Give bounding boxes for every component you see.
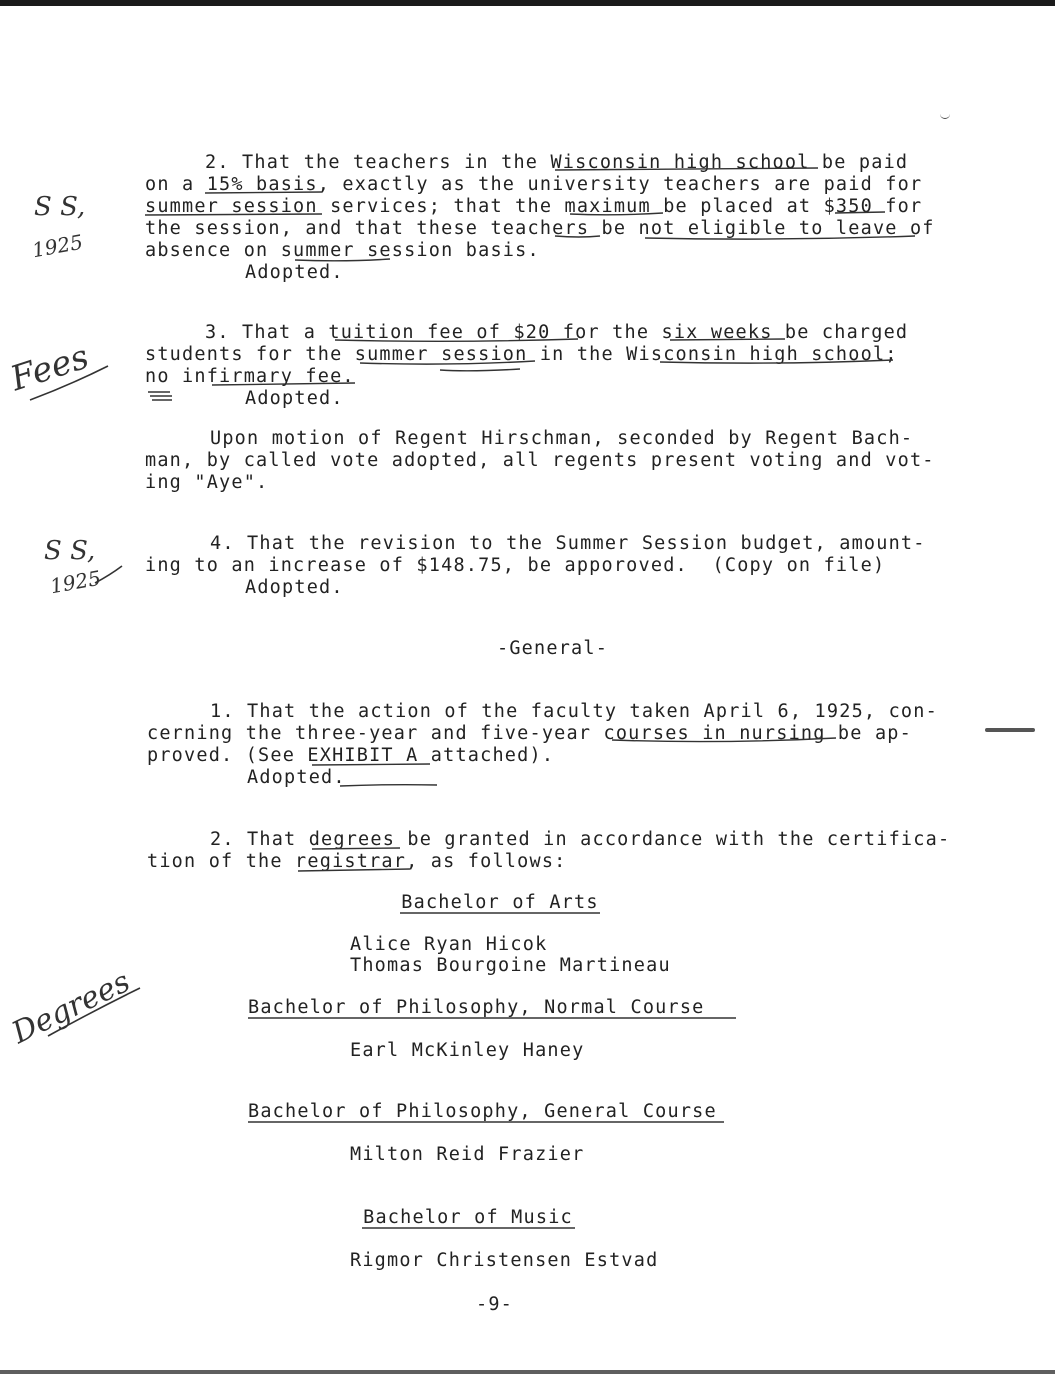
motion-line2: man, by called vote adopted, all regents present voting and vot- bbox=[145, 450, 935, 471]
underline-revision bbox=[440, 369, 520, 371]
margin-note-degrees: Degrees bbox=[6, 964, 136, 1051]
hash-mark bbox=[148, 392, 172, 400]
general2-line1: 2. That degrees be granted in accordance with the certifica- bbox=[210, 829, 951, 850]
item4-line1: 4. That the revision to the Summer Session budget, amount- bbox=[210, 533, 926, 554]
margin-note-fees: Fees bbox=[5, 336, 94, 400]
degree-heading-arts: Bachelor of Arts bbox=[401, 892, 599, 913]
item2-adopted: Adopted. bbox=[245, 262, 344, 283]
item4-adopted: Adopted. bbox=[245, 577, 344, 598]
item2-line1: 2. That the teachers in the Wisconsin high school be paid bbox=[205, 152, 909, 173]
graduate-name: Thomas Bourgoine Martineau bbox=[350, 955, 671, 976]
general2-line2: tion of the registrar, as follows: bbox=[147, 851, 567, 872]
graduate-name: Rigmor Christensen Estvad bbox=[350, 1250, 659, 1271]
item2-line3: summer session services; that the maximum be placed at $350 for bbox=[145, 196, 923, 217]
item2-line5: absence on summer session basis. bbox=[145, 240, 540, 261]
margin-note-ss-1925: S S, bbox=[44, 536, 96, 566]
degree-heading-music: Bachelor of Music bbox=[363, 1207, 573, 1228]
item3-line3: no infirmary fee. bbox=[145, 366, 355, 387]
graduate-name: Earl McKinley Haney bbox=[350, 1040, 585, 1061]
margin-note-year: 1925 bbox=[48, 565, 103, 599]
bottom-edge-rule bbox=[0, 1370, 1055, 1374]
general1-line3: proved. (See EXHIBIT A attached). bbox=[147, 745, 555, 766]
motion-line1: Upon motion of Regent Hirschman, seconded by Regent Bach- bbox=[210, 428, 914, 449]
underline-adopted-stroke bbox=[340, 785, 437, 786]
general1-line2: cerning the three-year and five-year courses in nursing be ap- bbox=[147, 723, 912, 744]
item4-line2: ing to an increase of $148.75, be apporoved. (Copy on file) bbox=[145, 555, 886, 576]
item2-line4: the session, and that these teachers be not eligible to leave of bbox=[145, 218, 935, 239]
degree-heading-philosophy-normal: Bachelor of Philosophy, Normal Course bbox=[248, 997, 705, 1018]
section-heading-general: -General- bbox=[497, 638, 609, 659]
margin-ink-mark bbox=[985, 728, 1035, 732]
graduate-name: Milton Reid Frazier bbox=[350, 1144, 585, 1165]
item3-line2: students for the summer session in the Wisconsin high school; bbox=[145, 344, 898, 365]
degree-heading-philosophy-general: Bachelor of Philosophy, General Course bbox=[248, 1101, 717, 1122]
check-mark bbox=[940, 110, 950, 119]
top-edge-rule bbox=[0, 0, 1055, 6]
graduate-name: Alice Ryan Hicok bbox=[350, 934, 548, 955]
general1-adopted: Adopted. bbox=[247, 767, 346, 788]
item3-line1: 3. That a tuition fee of $20 for the six weeks be charged bbox=[205, 322, 909, 343]
item3-adopted: Adopted. bbox=[245, 388, 344, 409]
item2-line2: on a 15% basis, exactly as the university teachers are paid for bbox=[145, 174, 923, 195]
general1-line1: 1. That the action of the faculty taken April 6, 1925, con- bbox=[210, 701, 938, 722]
margin-note-ss-1925: S S, bbox=[34, 192, 86, 222]
margin-note-year: 1925 bbox=[30, 229, 85, 263]
page-number: -9- bbox=[476, 1294, 514, 1315]
motion-line3: ing "Aye". bbox=[145, 472, 269, 493]
